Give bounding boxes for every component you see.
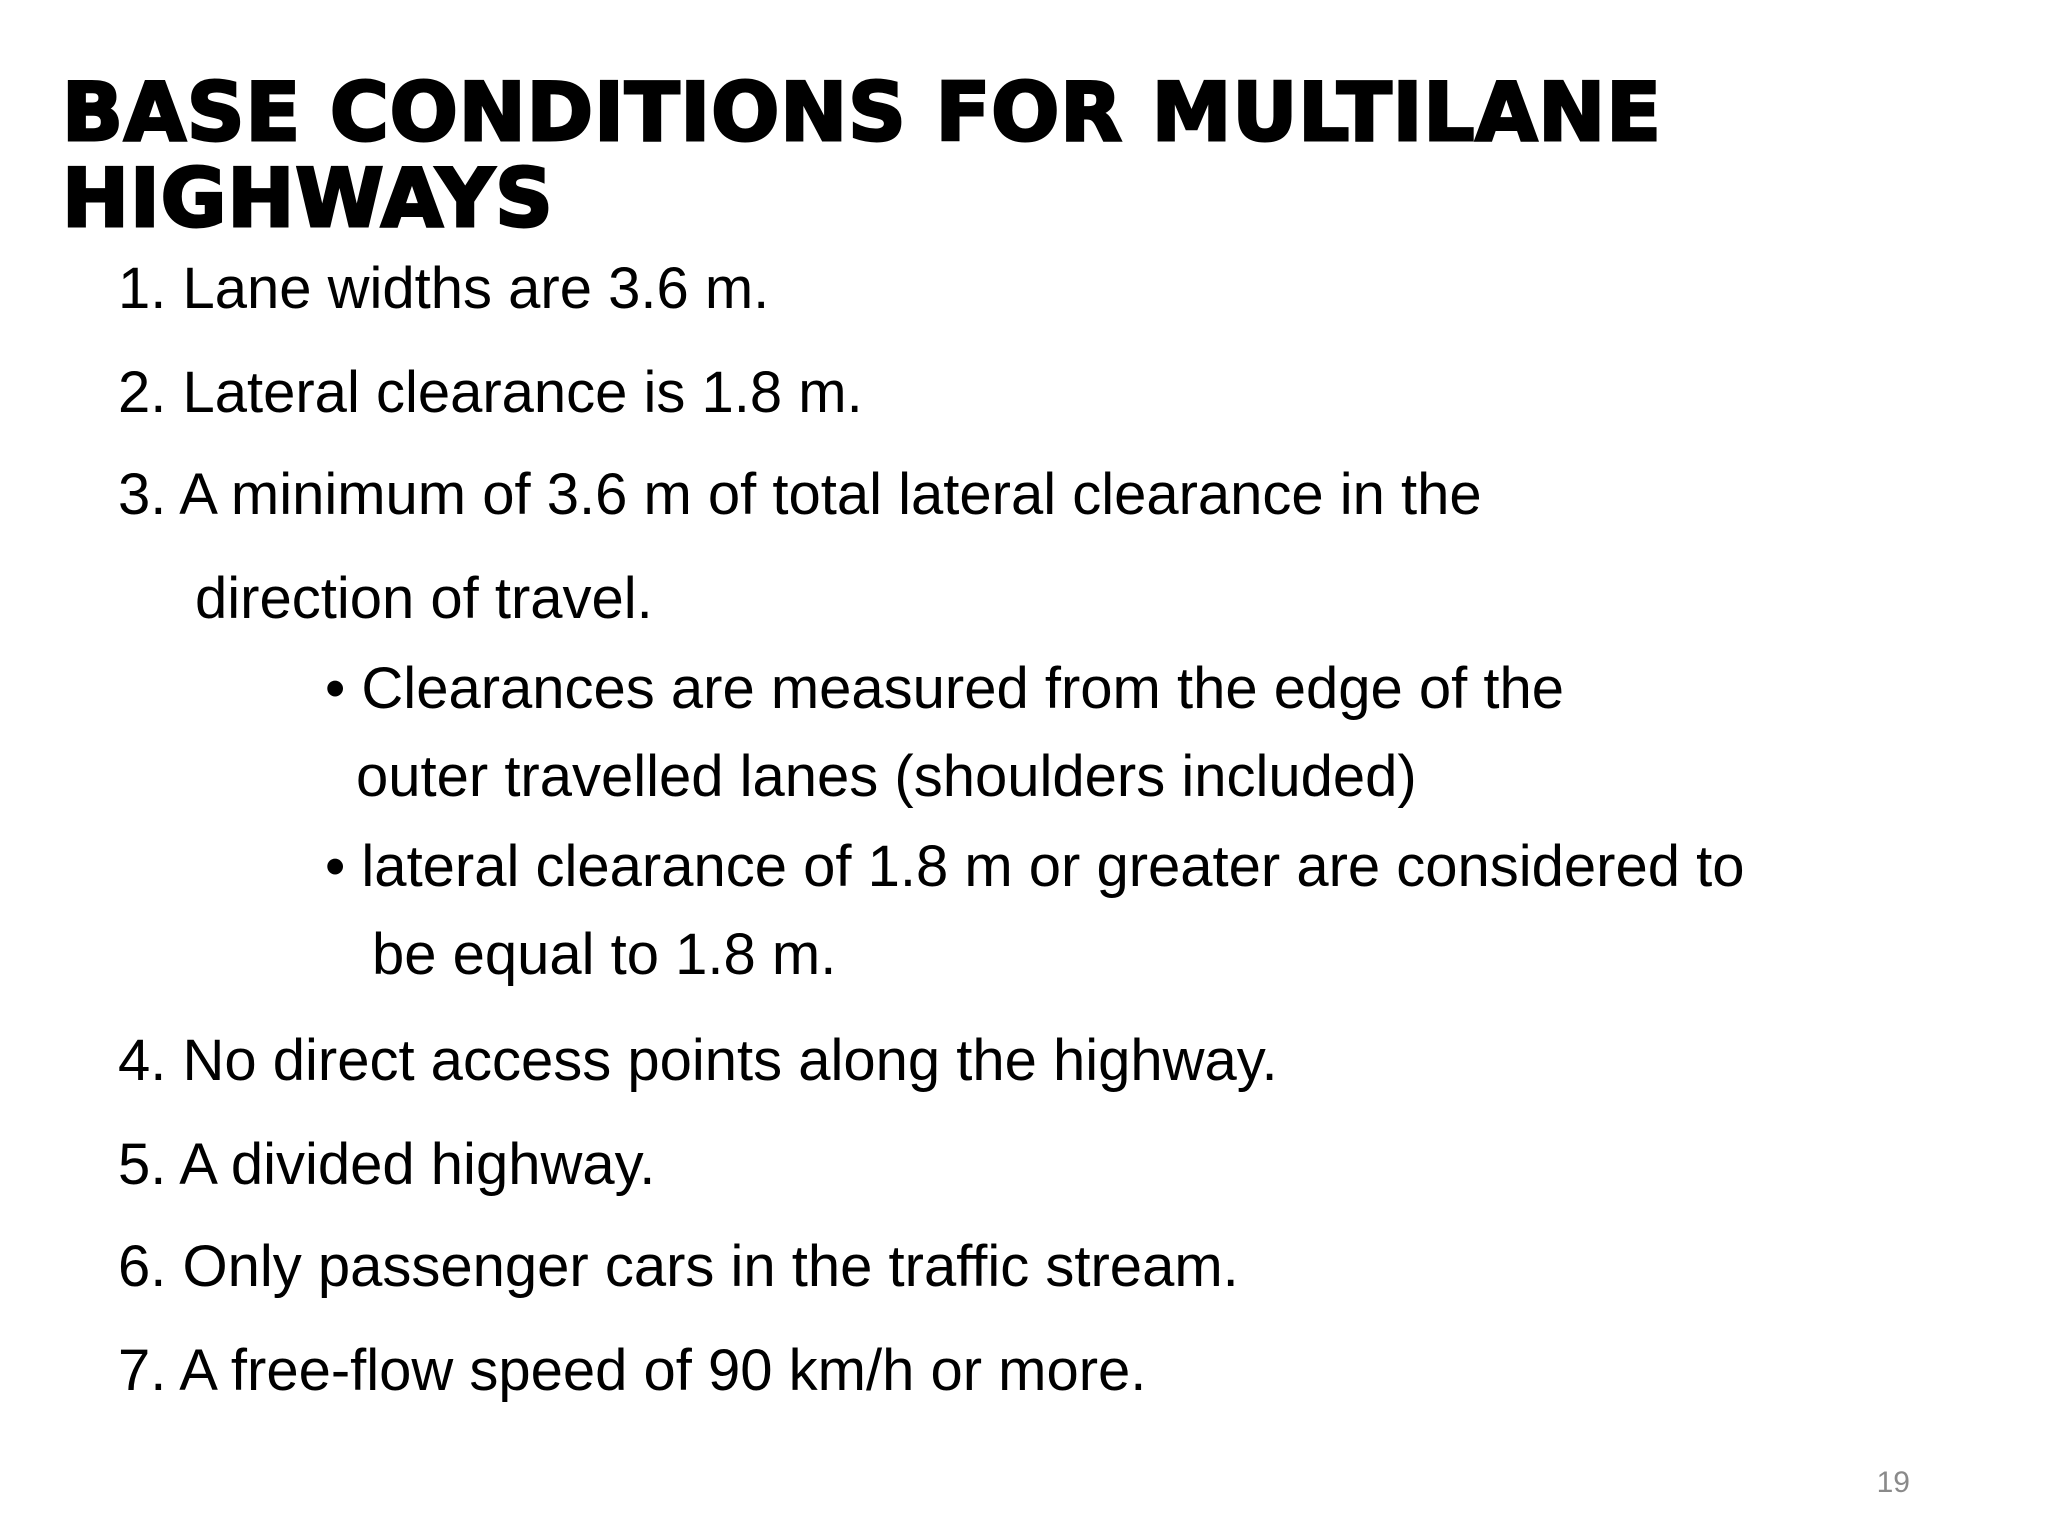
sub-bullet-lateral-clearance-equal: • lateral clearance of 1.8 m or greater are considered to <box>325 834 1745 899</box>
list-item-passenger-cars: 6. Only passenger cars in the traffic stream. <box>118 1234 1239 1299</box>
list-item-lane-widths: 1. Lane widths are 3.6 m. <box>118 256 770 321</box>
page-number: 19 <box>1876 1466 1910 1499</box>
sub-bullet-clearances-measured-cont: outer travelled lanes (shoulders included) <box>356 744 1417 809</box>
list-item-minimum-clearance-cont: direction of travel. <box>195 566 653 631</box>
list-item-no-direct-access: 4. No direct access points along the highway. <box>118 1028 1278 1093</box>
slide-title: BASE CONDITIONS FOR MULTILANE HIGHWAYS <box>62 66 1662 245</box>
list-item-free-flow-speed: 7. A free-flow speed of 90 km/h or more. <box>118 1338 1147 1403</box>
sub-bullet-clearances-measured: • Clearances are measured from the edge of the <box>325 656 1564 721</box>
list-item-divided-highway: 5. A divided highway. <box>118 1132 656 1197</box>
sub-bullet-lateral-clearance-equal-cont: be equal to 1.8 m. <box>372 922 837 987</box>
list-item-minimum-clearance: 3. A minimum of 3.6 m of total lateral clearance in the <box>118 462 1482 527</box>
list-item-lateral-clearance: 2. Lateral clearance is 1.8 m. <box>118 360 863 425</box>
